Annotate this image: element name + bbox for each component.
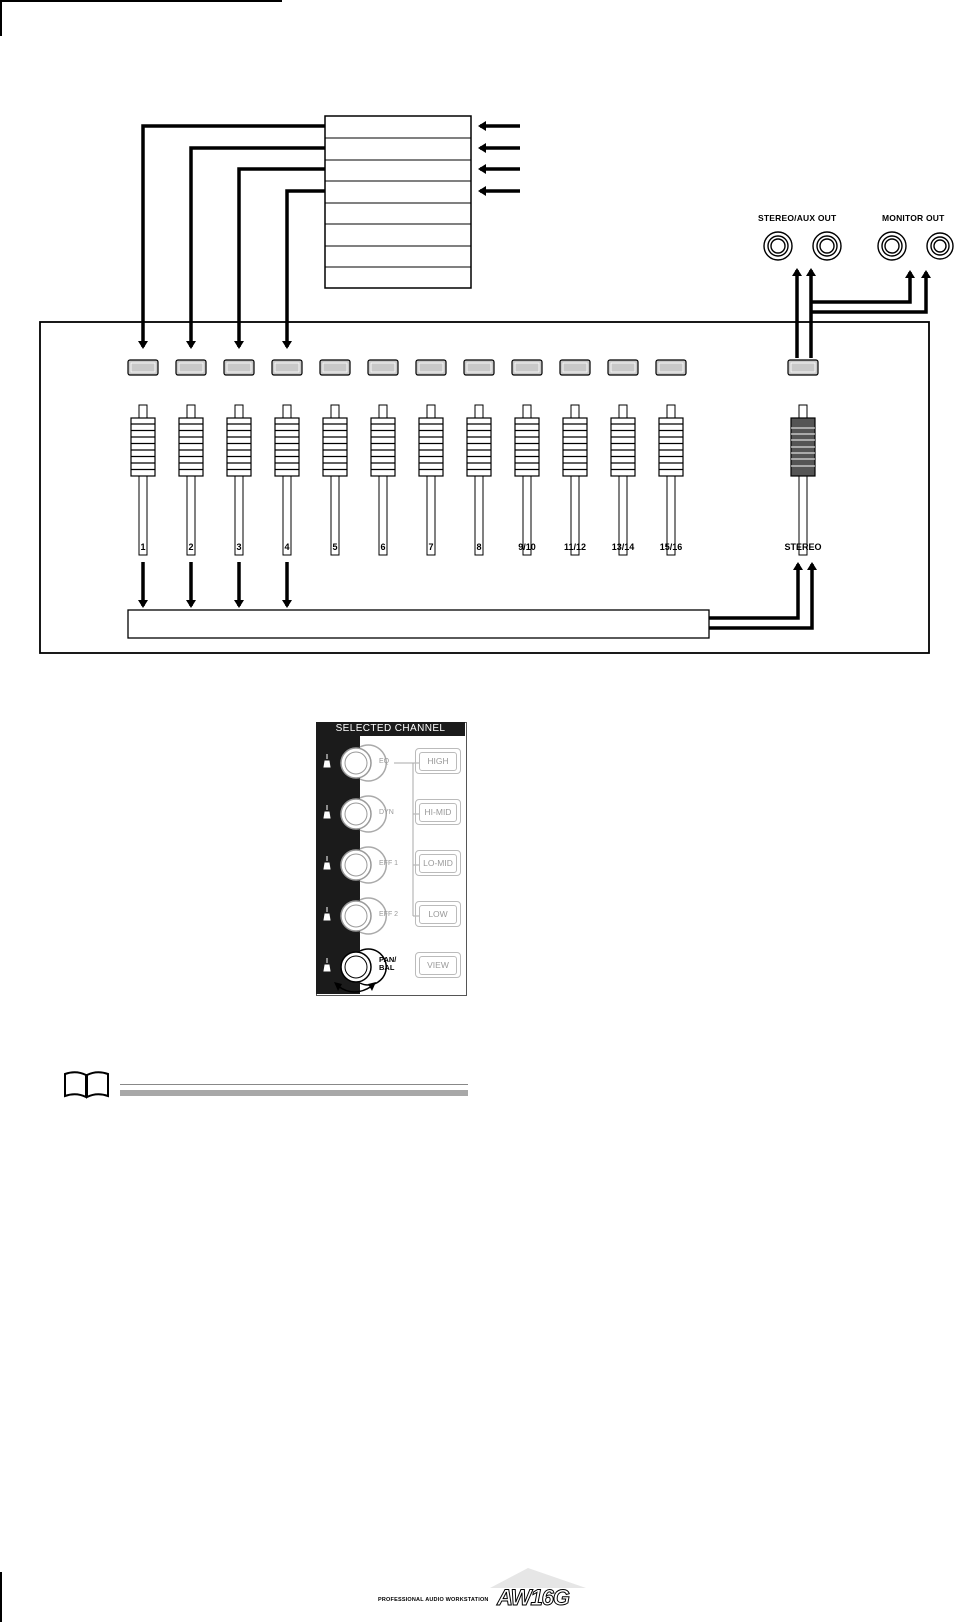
channel-keys: [128, 360, 818, 375]
note-rule: [120, 1084, 468, 1085]
fader-10: [563, 405, 587, 555]
signal-flow-diagram: [0, 0, 955, 680]
page-edge-bottom: [0, 1572, 2, 1622]
knob-label-eff1: EFF 1: [379, 860, 399, 867]
fader-9: [515, 405, 539, 555]
hi-mid-button[interactable]: HI-MID: [415, 799, 461, 825]
monitor-out-label: MONITOR OUT: [882, 213, 945, 223]
channel-label-12: 15/16: [659, 542, 683, 552]
stereo-aux-out-label: STEREO/AUX OUT: [758, 213, 837, 223]
bus-to-stereo: [709, 564, 812, 628]
knob-label-eq: EQ: [379, 758, 390, 765]
high-button[interactable]: HIGH: [415, 748, 461, 774]
fader-6: [371, 405, 395, 555]
knob-label-dyn: DYN: [379, 809, 394, 816]
footer-logo: AW16G: [497, 1585, 570, 1610]
input-arrows: [480, 126, 520, 191]
fader-5: [323, 405, 347, 555]
stereo-bus: [128, 610, 709, 638]
footer-tagline: PROFESSIONAL AUDIO WORKSTATION: [378, 1597, 489, 1603]
knob-label-pan-bal: PAN/ BAL: [379, 955, 397, 972]
channel-label-6: 6: [380, 542, 386, 552]
book-icon: [62, 1070, 112, 1100]
lo-mid-button[interactable]: LO-MID: [415, 850, 461, 876]
channel-label-7: 7: [428, 542, 434, 552]
channel-label-1: 1: [140, 542, 146, 552]
stereo-fader: [791, 405, 815, 555]
faders: [131, 405, 683, 555]
channel-label-8: 8: [476, 542, 482, 552]
bus-arrows: [143, 562, 287, 606]
channel-label-5: 5: [332, 542, 338, 552]
channel-label-10: 11/12: [563, 542, 587, 552]
fader-8: [467, 405, 491, 555]
fader-7: [419, 405, 443, 555]
low-button[interactable]: LOW: [415, 901, 461, 927]
stereo-to-outputs: [797, 270, 926, 358]
view-button[interactable]: VIEW: [415, 952, 461, 978]
fader-2: [179, 405, 203, 555]
channel-label-4: 4: [284, 542, 290, 552]
fader-11: [611, 405, 635, 555]
fader-12: [659, 405, 683, 555]
channel-label-3: 3: [236, 542, 242, 552]
stereo-label: STEREO: [784, 542, 822, 552]
channel-label-9: 9/10: [518, 542, 536, 552]
knob-label-eff2: EFF 2: [379, 911, 399, 918]
fader-1: [131, 405, 155, 555]
fader-4: [275, 405, 299, 555]
input-patch-list: [325, 116, 471, 288]
selected-channel-title: SELECTED CHANNEL: [316, 722, 465, 736]
output-jacks: [764, 232, 953, 260]
channel-label-2: 2: [188, 542, 194, 552]
note-bar: [120, 1090, 468, 1096]
fader-3: [227, 405, 251, 555]
channel-label-11: 13/14: [611, 542, 635, 552]
routing-lines: [143, 126, 325, 347]
